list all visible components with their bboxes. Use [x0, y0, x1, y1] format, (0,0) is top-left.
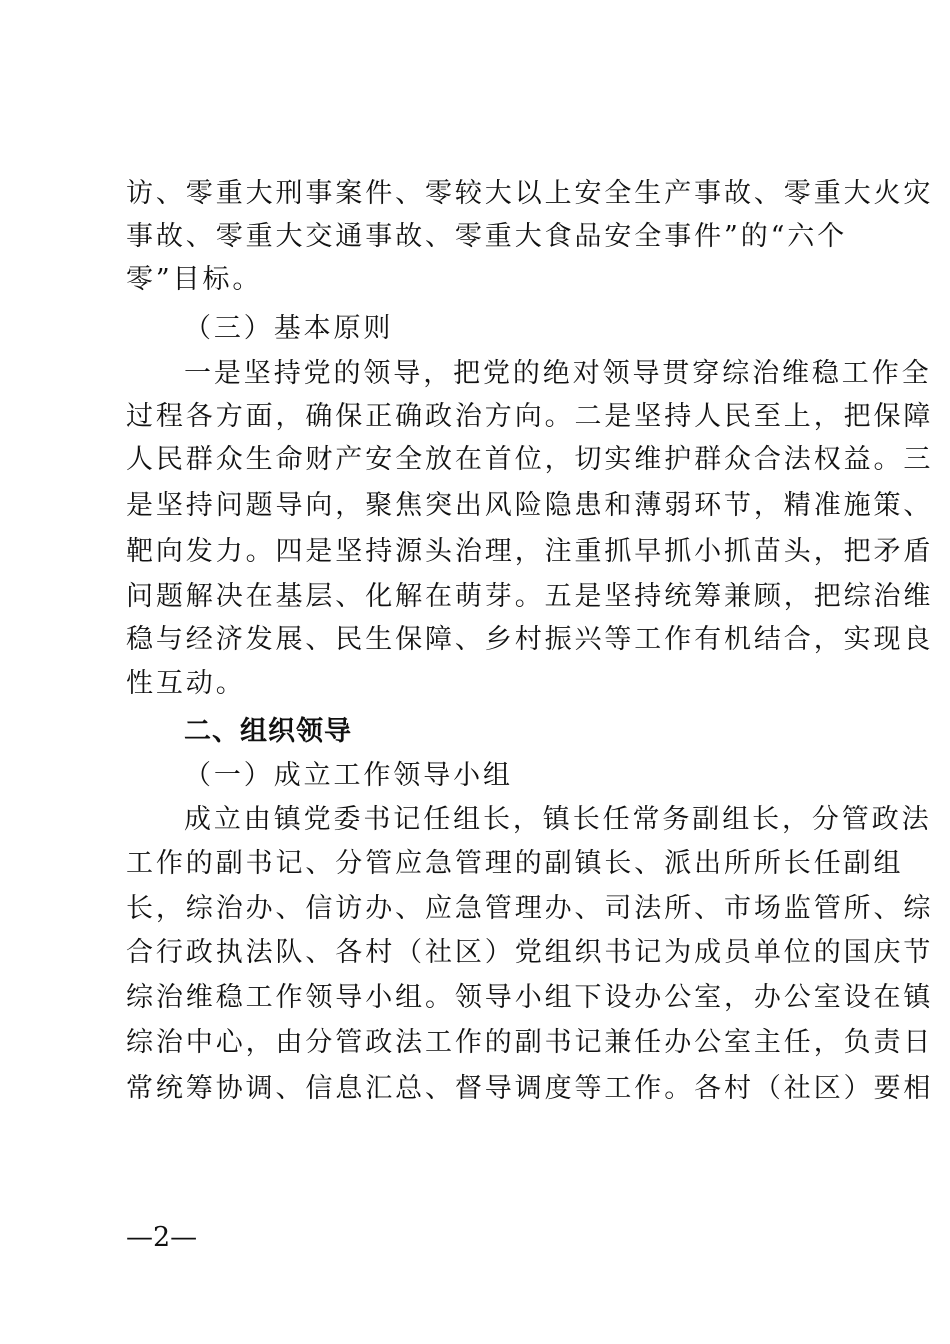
text-line: 工作的副书记、分管应急管理的副镇长、派出所所长任副组 — [126, 848, 904, 879]
text-line: 常统筹协调、信息汇总、督导调度等工作。各村（社区）要相 — [126, 1073, 934, 1104]
text-line: 长，综治办、信访办、应急管理办、司法所、市场监管所、综 — [126, 893, 934, 924]
text-line: 合行政执法队、各村（社区）党组织书记为成员单位的国庆节 — [126, 937, 934, 968]
chapter-heading: 二、组织领导 — [184, 716, 352, 747]
text-line: 成立由镇党委书记任组长，镇长任常务副组长，分管政法 — [184, 804, 932, 835]
text-line: 问题解决在基层、化解在萌芽。五是坚持统筹兼顾，把综治维 — [126, 581, 934, 612]
text-line: 靶向发力。四是坚持源头治理，注重抓早抓小抓苗头，把矛盾 — [126, 536, 934, 567]
text-line: 是坚持问题导向，聚焦突出风险隐患和薄弱环节，精准施策、 — [126, 490, 934, 521]
text-line: 性互动。 — [126, 668, 246, 699]
section-heading: （三）基本原则 — [184, 313, 394, 344]
text-line: 事故、零重大交通事故、零重大食品安全事件”的“六个 — [126, 221, 848, 252]
text-line: 零”目标。 — [126, 264, 263, 295]
text-line: 稳与经济发展、民生保障、乡村振兴等工作有机结合，实现良 — [126, 624, 934, 655]
text-line: 一是坚持党的领导，把党的绝对领导贯穿综治维稳工作全 — [184, 358, 932, 389]
section-heading: （一）成立工作领导小组 — [184, 760, 513, 791]
text-line: 访、零重大刑事案件、零较大以上安全生产事故、零重大火灾 — [126, 178, 934, 209]
text-line: 综治维稳工作领导小组。领导小组下设办公室，办公室设在镇 — [126, 982, 934, 1013]
page-number: —2— — [126, 1222, 198, 1253]
text-line: 过程各方面，确保正确政治方向。二是坚持人民至上，把保障 — [126, 401, 934, 432]
text-line: 人民群众生命财产安全放在首位，切实维护群众合法权益。三 — [126, 444, 934, 475]
text-line: 综治中心，由分管政法工作的副书记兼任办公室主任，负责日 — [126, 1027, 934, 1058]
